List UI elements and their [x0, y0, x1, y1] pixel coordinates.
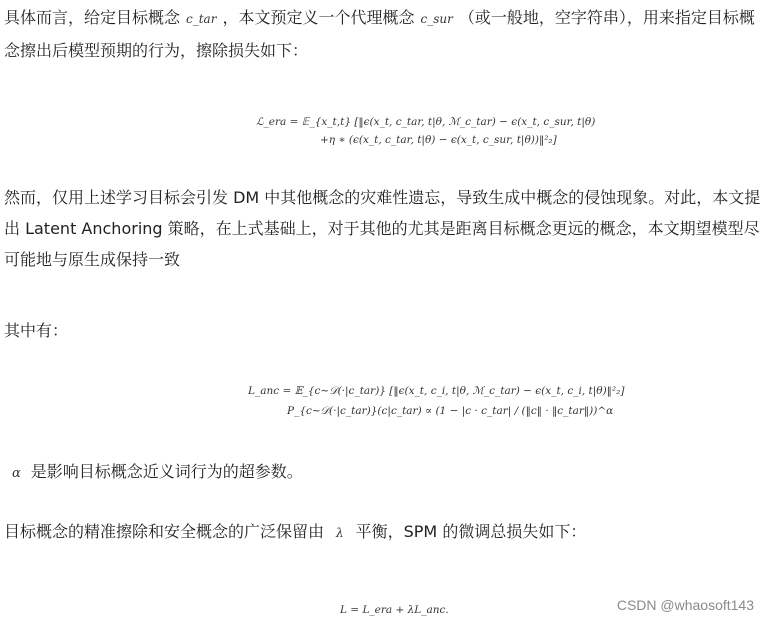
equation-anchoring-line1: L_anc = 𝔼_{c∼𝒟(·|c_tar)} [‖ϵ(x_t, c_i, t|θ, ℳ_c_tar) − ϵ(x_t, c_i, t|θ)‖²₂]: [248, 385, 625, 397]
paragraph-alpha: [12, 456, 764, 489]
equation-erasure-line1: ℒ_era = 𝔼_{x_t,t} [‖ϵ(x_t, c_tar, t|θ, ℳ_c_tar) − ϵ(x_t, c_sur, t|θ): [256, 116, 596, 128]
intro-text-a: 具体而言，给定目标概念: [4, 8, 181, 27]
math-alpha: α: [12, 466, 21, 481]
paragraph-intro: [4, 2, 764, 66]
equation-anchoring-line2: P_{c∼𝒟(·|c_tar)}(c|c_tar) ∝ (1 − |c · c_tar| / (‖c‖ · ‖c_tar‖))^α: [287, 405, 614, 417]
intro-text-c: （或一般地，空字符串），用来指定目标概念擦出后模型预期的行为，擦除损失如下：: [4, 8, 755, 60]
equation-anchoring-loss: [0, 385, 768, 431]
alpha-description: 是影响目标概念近义词行为的超参数。: [30, 462, 303, 481]
intro-text-b: ，本文预定义一个代理概念: [222, 8, 415, 27]
math-lambda: λ: [336, 526, 344, 540]
total-loss-text-b: 平衡，SPM 的微调总损失如下：: [355, 522, 587, 541]
equation-total-line: L = L_era + λL_anc.: [340, 604, 449, 616]
paragraph-total-loss: [4, 516, 764, 549]
equation-erasure-loss: [0, 116, 768, 156]
math-c-tar: c_tar: [186, 12, 217, 26]
total-loss-text-a: 目标概念的精准擦除和安全概念的广泛保留由: [4, 522, 325, 541]
paragraph-latent-anchoring: 然而，仅用上述学习目标会引发 DM 中其他概念的灾难性遗忘，导致生成中概念的侵蚀现象。对此，本文提出 Latent Anchoring 策略，在上式基础上，对于其他的尤其是距离目标概念更远的概念，本文期望模型尽可能地与原生成保持一致: [4, 188, 761, 269]
csdn-watermark: CSDN @whaosoft143: [616, 597, 754, 613]
paragraph-where: 其中有：: [4, 321, 69, 340]
equation-erasure-line2: +η ∗ (ϵ(x_t, c_tar, t|θ) − ϵ(x_t, c_sur, t|θ))‖²₂]: [320, 134, 557, 146]
math-c-sur: c_sur: [420, 12, 453, 26]
